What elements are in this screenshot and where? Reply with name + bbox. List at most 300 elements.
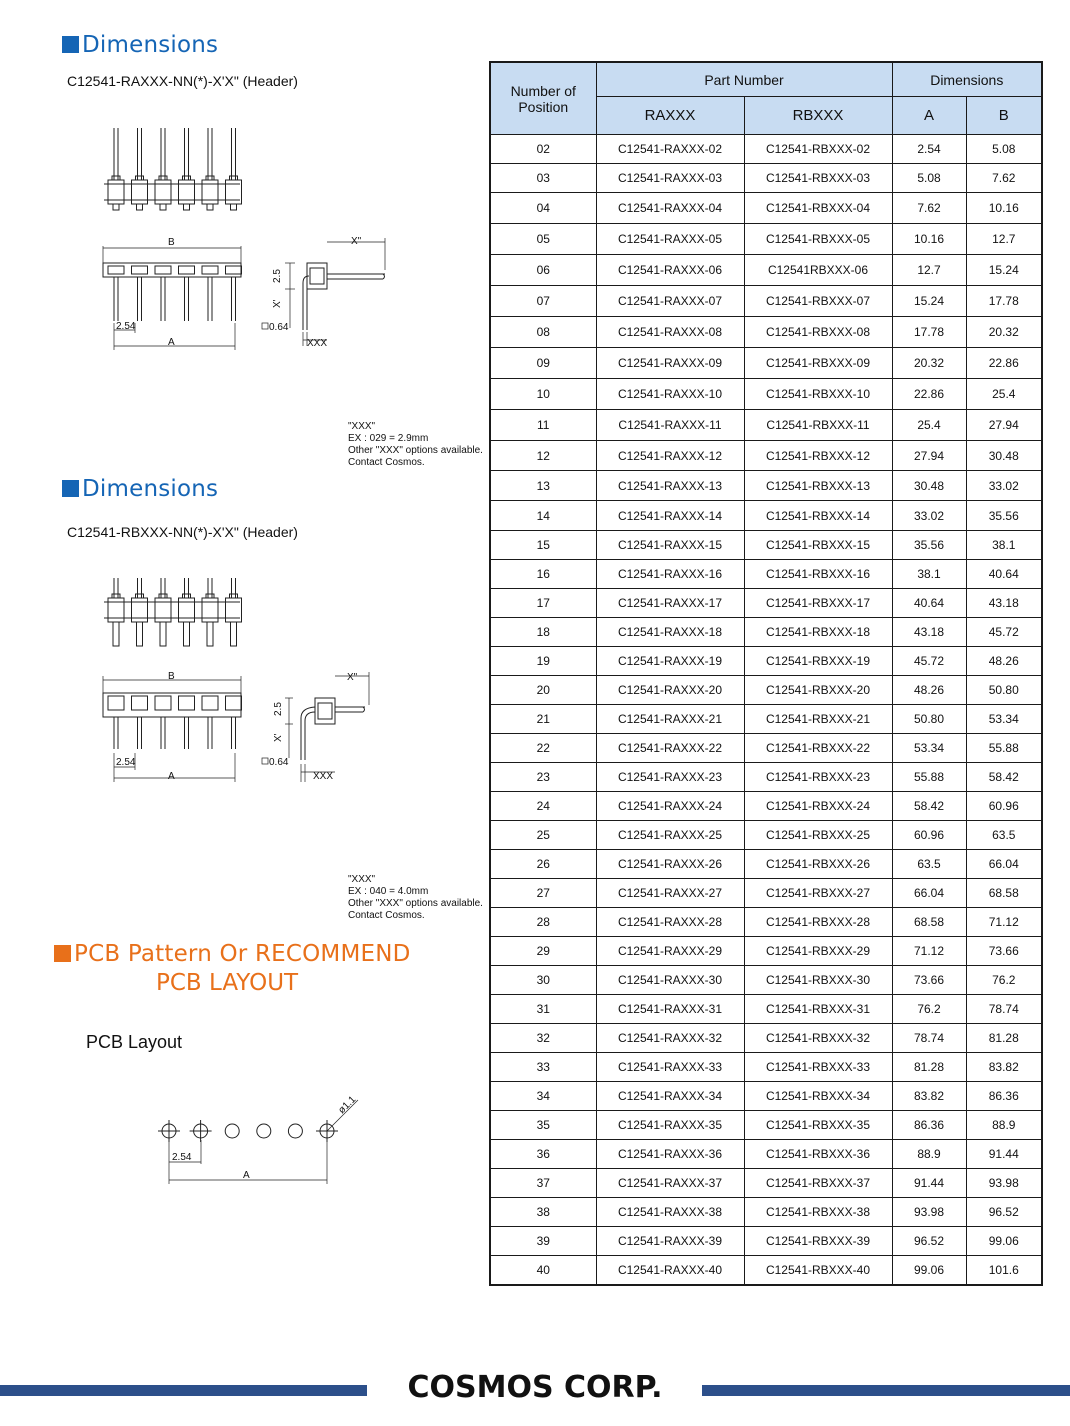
- table-row: [490, 1198, 1042, 1227]
- cell-b: 58.42: [966, 763, 1042, 792]
- pcb-title-line2: PCB LAYOUT: [156, 970, 299, 996]
- pin-tail: [113, 622, 119, 646]
- label-x-top: X": [351, 236, 362, 247]
- pin-tail: [184, 204, 190, 210]
- note-line: Contact Cosmos.: [348, 457, 425, 468]
- section-title-text: Dimensions: [82, 476, 219, 502]
- cell-b: 76.2: [966, 966, 1042, 995]
- section-title-pcb: [54, 941, 411, 967]
- pin-collar: [159, 594, 167, 598]
- cell-b: 83.82: [966, 1053, 1042, 1082]
- pin-collar: [183, 594, 191, 598]
- note-line: "XXX": [348, 421, 376, 432]
- side-view: [301, 698, 365, 760]
- pin-collar: [159, 176, 167, 180]
- table-row: [490, 589, 1042, 618]
- cell-b: 40.64: [966, 560, 1042, 589]
- cell-a: 15.24: [892, 286, 966, 317]
- cell-a: 30.48: [892, 471, 966, 501]
- cell-position: 03: [490, 164, 596, 193]
- cell-position: 36: [490, 1140, 596, 1169]
- cell-raxxx: C12541-RAXXX-09: [596, 348, 744, 379]
- top-cell: [132, 696, 148, 710]
- pin-collar: [230, 176, 238, 180]
- cell-b: 60.96: [966, 792, 1042, 821]
- cell-a: 27.94: [892, 441, 966, 471]
- footer-bar-right: [702, 1385, 1070, 1396]
- cell-b: 33.02: [966, 471, 1042, 501]
- cell-raxxx: C12541-RAXXX-04: [596, 193, 744, 224]
- cell-a: 17.78: [892, 317, 966, 348]
- cell-rbxxx: C12541-RBXXX-36: [744, 1140, 892, 1169]
- cell-a: 73.66: [892, 966, 966, 995]
- cell-rbxxx: C12541-RBXXX-37: [744, 1169, 892, 1198]
- cell-a: 76.2: [892, 995, 966, 1024]
- cell-b: 63.5: [966, 821, 1042, 850]
- cell-rbxxx: C12541-RBXXX-22: [744, 734, 892, 763]
- cell-rbxxx: C12541-RBXXX-08: [744, 317, 892, 348]
- cell-raxxx: C12541-RAXXX-32: [596, 1024, 744, 1053]
- cell-position: 39: [490, 1227, 596, 1256]
- cell-b: 71.12: [966, 908, 1042, 937]
- header-a: A: [892, 97, 966, 135]
- cell-a: 93.98: [892, 1198, 966, 1227]
- cell-raxxx: C12541-RAXXX-39: [596, 1227, 744, 1256]
- cell-position: 23: [490, 763, 596, 792]
- top-cell: [202, 696, 218, 710]
- cell-position: 28: [490, 908, 596, 937]
- cell-raxxx: C12541-RAXXX-14: [596, 501, 744, 531]
- cell-a: 58.42: [892, 792, 966, 821]
- cell-b: 78.74: [966, 995, 1042, 1024]
- cell-rbxxx: C12541-RBXXX-07: [744, 286, 892, 317]
- cell-position: 40: [490, 1256, 596, 1286]
- cell-position: 35: [490, 1111, 596, 1140]
- cell-b: 96.52: [966, 1198, 1042, 1227]
- cell-raxxx: C12541-RAXXX-18: [596, 618, 744, 647]
- label-b: B: [168, 237, 175, 248]
- cell-rbxxx: C12541-RBXXX-32: [744, 1024, 892, 1053]
- note-line: Contact Cosmos.: [348, 910, 425, 921]
- cell-b: 22.86: [966, 348, 1042, 379]
- label-x-side: X': [273, 733, 284, 742]
- table-row: [490, 193, 1042, 224]
- label-pin: 0.64: [269, 757, 289, 768]
- cell-rbxxx: C12541-RBXXX-21: [744, 705, 892, 734]
- cell-position: 33: [490, 1053, 596, 1082]
- cell-rbxxx: C12541-RBXXX-20: [744, 676, 892, 705]
- pin-collar: [112, 594, 120, 598]
- cell-raxxx: C12541-RAXXX-17: [596, 589, 744, 618]
- pin-tail: [137, 622, 143, 646]
- note-line: Other "XXX" options available.: [348, 445, 483, 456]
- table-row: [490, 164, 1042, 193]
- table-row: [490, 441, 1042, 471]
- square-pin-icon: [262, 323, 268, 329]
- cell-position: 38: [490, 1198, 596, 1227]
- cell-a: 12.7: [892, 255, 966, 286]
- top-side-view: [103, 693, 242, 749]
- cell-raxxx: C12541-RAXXX-33: [596, 1053, 744, 1082]
- cell-position: 24: [490, 792, 596, 821]
- cell-b: 30.48: [966, 441, 1042, 471]
- pin-tail: [160, 622, 166, 646]
- cell-rbxxx: C12541-RBXXX-04: [744, 193, 892, 224]
- pin-collar: [112, 176, 120, 180]
- cell-rbxxx: C12541-RBXXX-25: [744, 821, 892, 850]
- label-hole-dia: ø1.1: [336, 1094, 359, 1117]
- pin-tail: [113, 204, 119, 210]
- cell-b: 93.98: [966, 1169, 1042, 1198]
- note-line: Other "XXX" options available.: [348, 898, 483, 909]
- cell-b: 48.26: [966, 647, 1042, 676]
- cell-b: 101.6: [966, 1256, 1042, 1286]
- side-dims: [285, 238, 385, 346]
- cell-a: 40.64: [892, 589, 966, 618]
- cell-position: 07: [490, 286, 596, 317]
- table-row: [490, 966, 1042, 995]
- table-row: [490, 224, 1042, 255]
- table-row: [490, 348, 1042, 379]
- cell-rbxxx: C12541-RBXXX-35: [744, 1111, 892, 1140]
- cell-a: 53.34: [892, 734, 966, 763]
- table-row: [490, 763, 1042, 792]
- cell-rbxxx: C12541-RBXXX-39: [744, 1227, 892, 1256]
- label-a: A: [168, 771, 175, 782]
- cell-b: 81.28: [966, 1024, 1042, 1053]
- cell-b: 99.06: [966, 1227, 1042, 1256]
- cell-rbxxx: C12541-RBXXX-38: [744, 1198, 892, 1227]
- label-h: 2.5: [273, 702, 284, 716]
- cell-a: 25.4: [892, 410, 966, 441]
- footer-bar-left: [0, 1385, 367, 1396]
- cell-b: 91.44: [966, 1140, 1042, 1169]
- header-raxxx: RAXXX: [596, 97, 744, 135]
- cell-rbxxx: C12541-RBXXX-33: [744, 1053, 892, 1082]
- table-row: [490, 255, 1042, 286]
- label-b: B: [168, 671, 175, 682]
- cell-rbxxx: C12541RBXXX-06: [744, 255, 892, 286]
- label-pcb-pitch: 2.54: [172, 1152, 192, 1163]
- header-rbxxx: RBXXX: [744, 97, 892, 135]
- table-row: [490, 379, 1042, 410]
- note-line: "XXX": [348, 874, 376, 885]
- note-rb: [348, 874, 483, 922]
- label-pcb-a: A: [243, 1170, 250, 1181]
- drawing-caption-rb: C12541-RBXXX-NN(*)-X'X" (Header): [67, 524, 298, 540]
- table-row: [490, 647, 1042, 676]
- cell-a: 7.62: [892, 193, 966, 224]
- pcb-layout-drawing: [150, 1082, 380, 1192]
- top-cell: [202, 266, 218, 274]
- top-cell: [108, 266, 124, 274]
- cell-raxxx: C12541-RAXXX-12: [596, 441, 744, 471]
- table-row: [490, 471, 1042, 501]
- pcb-layout-subtitle: PCB Layout: [86, 1032, 183, 1052]
- cell-raxxx: C12541-RAXXX-34: [596, 1082, 744, 1111]
- cell-rbxxx: C12541-RBXXX-24: [744, 792, 892, 821]
- cell-position: 14: [490, 501, 596, 531]
- table-row: [490, 1111, 1042, 1140]
- pin-tail: [231, 204, 237, 210]
- cell-rbxxx: C12541-RBXXX-27: [744, 879, 892, 908]
- section-title-dimensions-ra: [62, 32, 218, 58]
- cell-rbxxx: C12541-RBXXX-17: [744, 589, 892, 618]
- side-dims: [285, 672, 369, 782]
- cell-rbxxx: C12541-RBXXX-30: [744, 966, 892, 995]
- label-pin: 0.64: [269, 322, 289, 333]
- cell-raxxx: C12541-RAXXX-29: [596, 937, 744, 966]
- cell-b: 66.04: [966, 850, 1042, 879]
- table-row: [490, 1256, 1042, 1286]
- cell-position: 37: [490, 1169, 596, 1198]
- table-row: [490, 734, 1042, 763]
- table-row: [490, 501, 1042, 531]
- cell-a: 45.72: [892, 647, 966, 676]
- side-view: [303, 263, 385, 330]
- cell-a: 60.96: [892, 821, 966, 850]
- cell-b: 50.80: [966, 676, 1042, 705]
- cell-b: 25.4: [966, 379, 1042, 410]
- pcb-hole: [225, 1124, 239, 1138]
- cell-raxxx: C12541-RAXXX-30: [596, 966, 744, 995]
- pcb-holes: [158, 1120, 338, 1142]
- cell-raxxx: C12541-RAXXX-26: [596, 850, 744, 879]
- cell-a: 33.02: [892, 501, 966, 531]
- top-cell: [155, 266, 171, 274]
- table-row: [490, 937, 1042, 966]
- header-drawing-rb: [95, 568, 395, 808]
- square-pin-icon: [262, 758, 268, 764]
- table-row: [490, 135, 1042, 164]
- cell-position: 02: [490, 135, 596, 164]
- cell-position: 10: [490, 379, 596, 410]
- cell-rbxxx: C12541-RBXXX-18: [744, 618, 892, 647]
- top-cell: [155, 696, 171, 710]
- cell-raxxx: C12541-RAXXX-24: [596, 792, 744, 821]
- cell-raxxx: C12541-RAXXX-16: [596, 560, 744, 589]
- cell-a: 86.36: [892, 1111, 966, 1140]
- cell-a: 5.08: [892, 164, 966, 193]
- section-title-dimensions-rb: [62, 476, 218, 502]
- cell-position: 26: [490, 850, 596, 879]
- table-row: [490, 1024, 1042, 1053]
- cell-rbxxx: C12541-RBXXX-15: [744, 531, 892, 560]
- cell-a: 68.58: [892, 908, 966, 937]
- table-body: [490, 135, 1042, 1286]
- pin-collar: [230, 594, 238, 598]
- cell-position: 06: [490, 255, 596, 286]
- label-x-side: X': [272, 299, 283, 308]
- header-drawing-ra: [95, 118, 395, 358]
- cell-position: 13: [490, 471, 596, 501]
- cell-b: 53.34: [966, 705, 1042, 734]
- table-row: [490, 705, 1042, 734]
- pin-tail: [137, 204, 143, 210]
- pcb-hole: [257, 1124, 271, 1138]
- cell-b: 17.78: [966, 286, 1042, 317]
- section-square-icon: [54, 945, 71, 962]
- section-square-icon: [62, 36, 79, 53]
- table-row: [490, 560, 1042, 589]
- cell-b: 43.18: [966, 589, 1042, 618]
- dim-b: [103, 246, 241, 263]
- cell-b: 38.1: [966, 531, 1042, 560]
- cell-a: 50.80: [892, 705, 966, 734]
- drawing-caption-ra: C12541-RAXXX-NN(*)-X'X" (Header): [67, 73, 298, 89]
- cell-b: 5.08: [966, 135, 1042, 164]
- cell-raxxx: C12541-RAXXX-31: [596, 995, 744, 1024]
- header-dimensions: Dimensions: [892, 62, 1042, 97]
- cell-rbxxx: C12541-RBXXX-28: [744, 908, 892, 937]
- table-row: [490, 618, 1042, 647]
- cell-position: 30: [490, 966, 596, 995]
- cell-a: 81.28: [892, 1053, 966, 1082]
- cell-rbxxx: C12541-RBXXX-12: [744, 441, 892, 471]
- cell-a: 63.5: [892, 850, 966, 879]
- cell-raxxx: C12541-RAXXX-05: [596, 224, 744, 255]
- cell-a: 48.26: [892, 676, 966, 705]
- pcb-title-line1: PCB Pattern Or RECOMMEND: [74, 941, 411, 967]
- cell-rbxxx: C12541-RBXXX-10: [744, 379, 892, 410]
- cell-position: 04: [490, 193, 596, 224]
- cell-raxxx: C12541-RAXXX-22: [596, 734, 744, 763]
- cell-b: 86.36: [966, 1082, 1042, 1111]
- table-row: [490, 879, 1042, 908]
- cell-raxxx: C12541-RAXXX-37: [596, 1169, 744, 1198]
- top-cell: [179, 266, 195, 274]
- cell-raxxx: C12541-RAXXX-13: [596, 471, 744, 501]
- cell-position: 17: [490, 589, 596, 618]
- cell-position: 09: [490, 348, 596, 379]
- table-row: [490, 908, 1042, 937]
- cell-position: 21: [490, 705, 596, 734]
- cell-a: 55.88: [892, 763, 966, 792]
- table-row: [490, 317, 1042, 348]
- cell-rbxxx: C12541-RBXXX-40: [744, 1256, 892, 1286]
- cell-a: 2.54: [892, 135, 966, 164]
- cell-rbxxx: C12541-RBXXX-14: [744, 501, 892, 531]
- cell-position: 34: [490, 1082, 596, 1111]
- top-side-view: [103, 263, 242, 321]
- cell-raxxx: C12541-RAXXX-23: [596, 763, 744, 792]
- pin-tail: [207, 622, 213, 646]
- cell-a: 99.06: [892, 1256, 966, 1286]
- cell-b: 27.94: [966, 410, 1042, 441]
- cell-rbxxx: C12541-RBXXX-23: [744, 763, 892, 792]
- pin-collar: [183, 176, 191, 180]
- cell-position: 19: [490, 647, 596, 676]
- cell-b: 73.66: [966, 937, 1042, 966]
- cell-raxxx: C12541-RAXXX-38: [596, 1198, 744, 1227]
- cell-position: 08: [490, 317, 596, 348]
- cell-raxxx: C12541-RAXXX-25: [596, 821, 744, 850]
- cell-a: 35.56: [892, 531, 966, 560]
- label-pitch: 2.54: [116, 321, 136, 332]
- cell-rbxxx: C12541-RBXXX-34: [744, 1082, 892, 1111]
- pin-collar: [136, 594, 144, 598]
- cell-a: 38.1: [892, 560, 966, 589]
- label-xxx: XXX: [313, 771, 334, 782]
- cell-raxxx: C12541-RAXXX-15: [596, 531, 744, 560]
- cell-raxxx: C12541-RAXXX-07: [596, 286, 744, 317]
- table-row: [490, 792, 1042, 821]
- note-line: EX : 029 = 2.9mm: [348, 433, 429, 444]
- cell-b: 88.9: [966, 1111, 1042, 1140]
- header-part-number: Part Number: [596, 62, 892, 97]
- table-row: [490, 676, 1042, 705]
- cell-position: 18: [490, 618, 596, 647]
- label-pitch: 2.54: [116, 757, 136, 768]
- cell-raxxx: C12541-RAXXX-20: [596, 676, 744, 705]
- table-row: [490, 1169, 1042, 1198]
- cell-position: 11: [490, 410, 596, 441]
- cell-raxxx: C12541-RAXXX-10: [596, 379, 744, 410]
- cell-a: 10.16: [892, 224, 966, 255]
- table-row: [490, 850, 1042, 879]
- cell-a: 20.32: [892, 348, 966, 379]
- top-cell: [226, 696, 242, 710]
- table-row: [490, 995, 1042, 1024]
- pin-collar: [206, 594, 214, 598]
- cell-raxxx: C12541-RAXXX-35: [596, 1111, 744, 1140]
- cell-raxxx: C12541-RAXXX-08: [596, 317, 744, 348]
- cell-rbxxx: C12541-RBXXX-29: [744, 937, 892, 966]
- pin-tail: [231, 622, 237, 646]
- cell-rbxxx: C12541-RBXXX-16: [744, 560, 892, 589]
- cell-b: 20.32: [966, 317, 1042, 348]
- cell-a: 43.18: [892, 618, 966, 647]
- cell-a: 96.52: [892, 1227, 966, 1256]
- cell-rbxxx: C12541-RBXXX-03: [744, 164, 892, 193]
- header-b: B: [966, 97, 1042, 135]
- cell-rbxxx: C12541-RBXXX-05: [744, 224, 892, 255]
- cell-rbxxx: C12541-RBXXX-19: [744, 647, 892, 676]
- pin-tail: [184, 622, 190, 646]
- table-row: [490, 1053, 1042, 1082]
- table-row: [490, 1082, 1042, 1111]
- footer-company: COSMOS CORP.: [407, 1370, 663, 1405]
- top-cell: [179, 696, 195, 710]
- cell-a: 88.9: [892, 1140, 966, 1169]
- cell-a: 91.44: [892, 1169, 966, 1198]
- pcb-dims: [169, 1100, 358, 1184]
- cell-a: 83.82: [892, 1082, 966, 1111]
- note-ra: [348, 421, 483, 469]
- section-square-icon: [62, 480, 79, 497]
- front-view: [104, 128, 242, 210]
- top-cell: [226, 266, 242, 274]
- cell-position: 15: [490, 531, 596, 560]
- table-row: [490, 1140, 1042, 1169]
- cell-a: 66.04: [892, 879, 966, 908]
- pcb-hole: [288, 1124, 302, 1138]
- section-title-text: Dimensions: [82, 32, 219, 58]
- cell-raxxx: C12541-RAXXX-40: [596, 1256, 744, 1286]
- table-row: [490, 1227, 1042, 1256]
- cell-b: 35.56: [966, 501, 1042, 531]
- cell-b: 68.58: [966, 879, 1042, 908]
- pin-tail: [160, 204, 166, 210]
- front-view: [104, 578, 242, 646]
- label-xxx: XXX: [307, 338, 328, 349]
- cell-raxxx: C12541-RAXXX-28: [596, 908, 744, 937]
- table-row: [490, 286, 1042, 317]
- cell-raxxx: C12541-RAXXX-21: [596, 705, 744, 734]
- cell-a: 22.86: [892, 379, 966, 410]
- cell-b: 12.7: [966, 224, 1042, 255]
- header-position: Number of Position: [490, 62, 596, 135]
